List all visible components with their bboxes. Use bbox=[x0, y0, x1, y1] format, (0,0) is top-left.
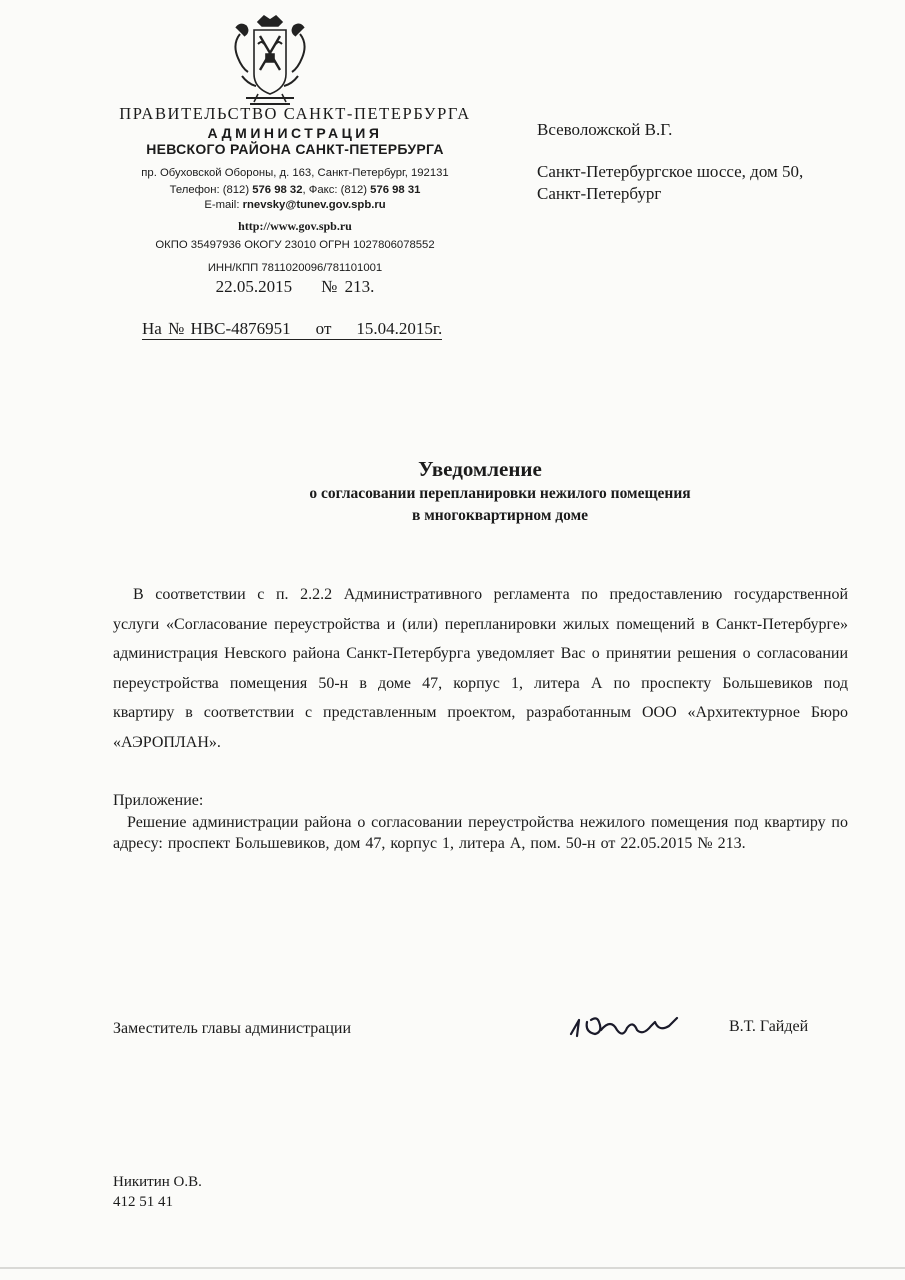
email-address: rnevsky@tunev.gov.spb.ru bbox=[242, 199, 386, 211]
fax-number: 576 98 31 bbox=[370, 184, 421, 196]
fax-label: , Факс: (812) bbox=[302, 184, 371, 196]
signatory-name: В.Т. Гайдей bbox=[729, 1018, 809, 1035]
contact-email bbox=[100, 199, 490, 211]
reference-date: 15.04.2015г. bbox=[356, 319, 443, 338]
website-url: http://www.gov.spb.ru bbox=[238, 219, 352, 233]
appendix-text: Решение администрации района о согласовании переустройства нежилого помещения под квартиру по адресу: проспект Большевиков, дом 47, корпус 1, литера А, пом. 50-н от 22.05.2015 № 213. bbox=[113, 814, 848, 852]
office-address: пр. Обуховской Обороны, д. 163, Санкт-Петербург, 192131 bbox=[141, 167, 449, 179]
document-subtitle-line1: о согласовании перепланировки нежилого помещения bbox=[309, 485, 691, 502]
executor-name: Никитин О.В. bbox=[113, 1174, 202, 1190]
recipient-street: Санкт-Петербургское шоссе, дом 50, bbox=[537, 162, 804, 181]
document-subtitle-line2: в многоквартирном доме bbox=[411, 507, 589, 524]
phone-number: 576 98 32 bbox=[252, 184, 303, 196]
document-date: 22.05.2015 bbox=[215, 277, 293, 296]
signatory-position: Заместитель главы администрации bbox=[113, 1020, 352, 1037]
executor-block bbox=[113, 1172, 202, 1212]
coat-of-arms-emblem bbox=[228, 14, 312, 110]
registry-codes: ОКПО 35497936 ОКОГУ 23010 ОГРН 1027806078552 bbox=[155, 239, 435, 251]
page-bottom-edge bbox=[0, 1267, 905, 1269]
handwritten-signature bbox=[565, 1010, 685, 1040]
document-number: № 213. bbox=[321, 277, 375, 296]
email-label: E-mail: bbox=[204, 199, 243, 211]
document-date-number bbox=[100, 277, 490, 297]
inn-kpp: ИНН/КПП 7811020096/781101001 bbox=[207, 262, 383, 274]
reference-from: от bbox=[315, 319, 332, 338]
recipient-city: Санкт-Петербург bbox=[537, 184, 662, 203]
executor-phone: 412 51 41 bbox=[113, 1194, 173, 1210]
government-name: ПРАВИТЕЛЬСТВО САНКТ-ПЕТЕРБУРГА bbox=[119, 104, 471, 123]
recipient-name: Всеволожской В.Г. bbox=[537, 120, 673, 139]
notification-body: В соответствии с п. 2.2.2 Административного регламента по предоставлению государственной услуги «Согласование переустройства и (или) перепланировки жилых помещений в Санкт-Петербурге» администрация Невского района Санкт-Петербурга уведомляет Вас о принятии решения о согласовании переустройства помещения 50-н в доме 47, корпус 1, литера А по проспекту Большевиков под квартиру в соответствии с представленным проектом, разработанным ООО «Архитектурное Бюро «АЭРОПЛАН». bbox=[113, 586, 848, 751]
administration-label: АДМИНИСТРАЦИЯ bbox=[207, 125, 383, 141]
contact-phones bbox=[100, 184, 490, 196]
reference-line bbox=[142, 319, 442, 340]
document-title: Уведомление bbox=[418, 457, 542, 481]
phone-label: Телефон: (812) bbox=[169, 184, 253, 196]
reference-number: На № НВС-4876951 bbox=[142, 319, 291, 338]
appendix-label: Приложение: bbox=[113, 792, 204, 809]
district-name: НЕВСКОГО РАЙОНА САНКТ-ПЕТЕРБУРГА bbox=[146, 141, 444, 157]
